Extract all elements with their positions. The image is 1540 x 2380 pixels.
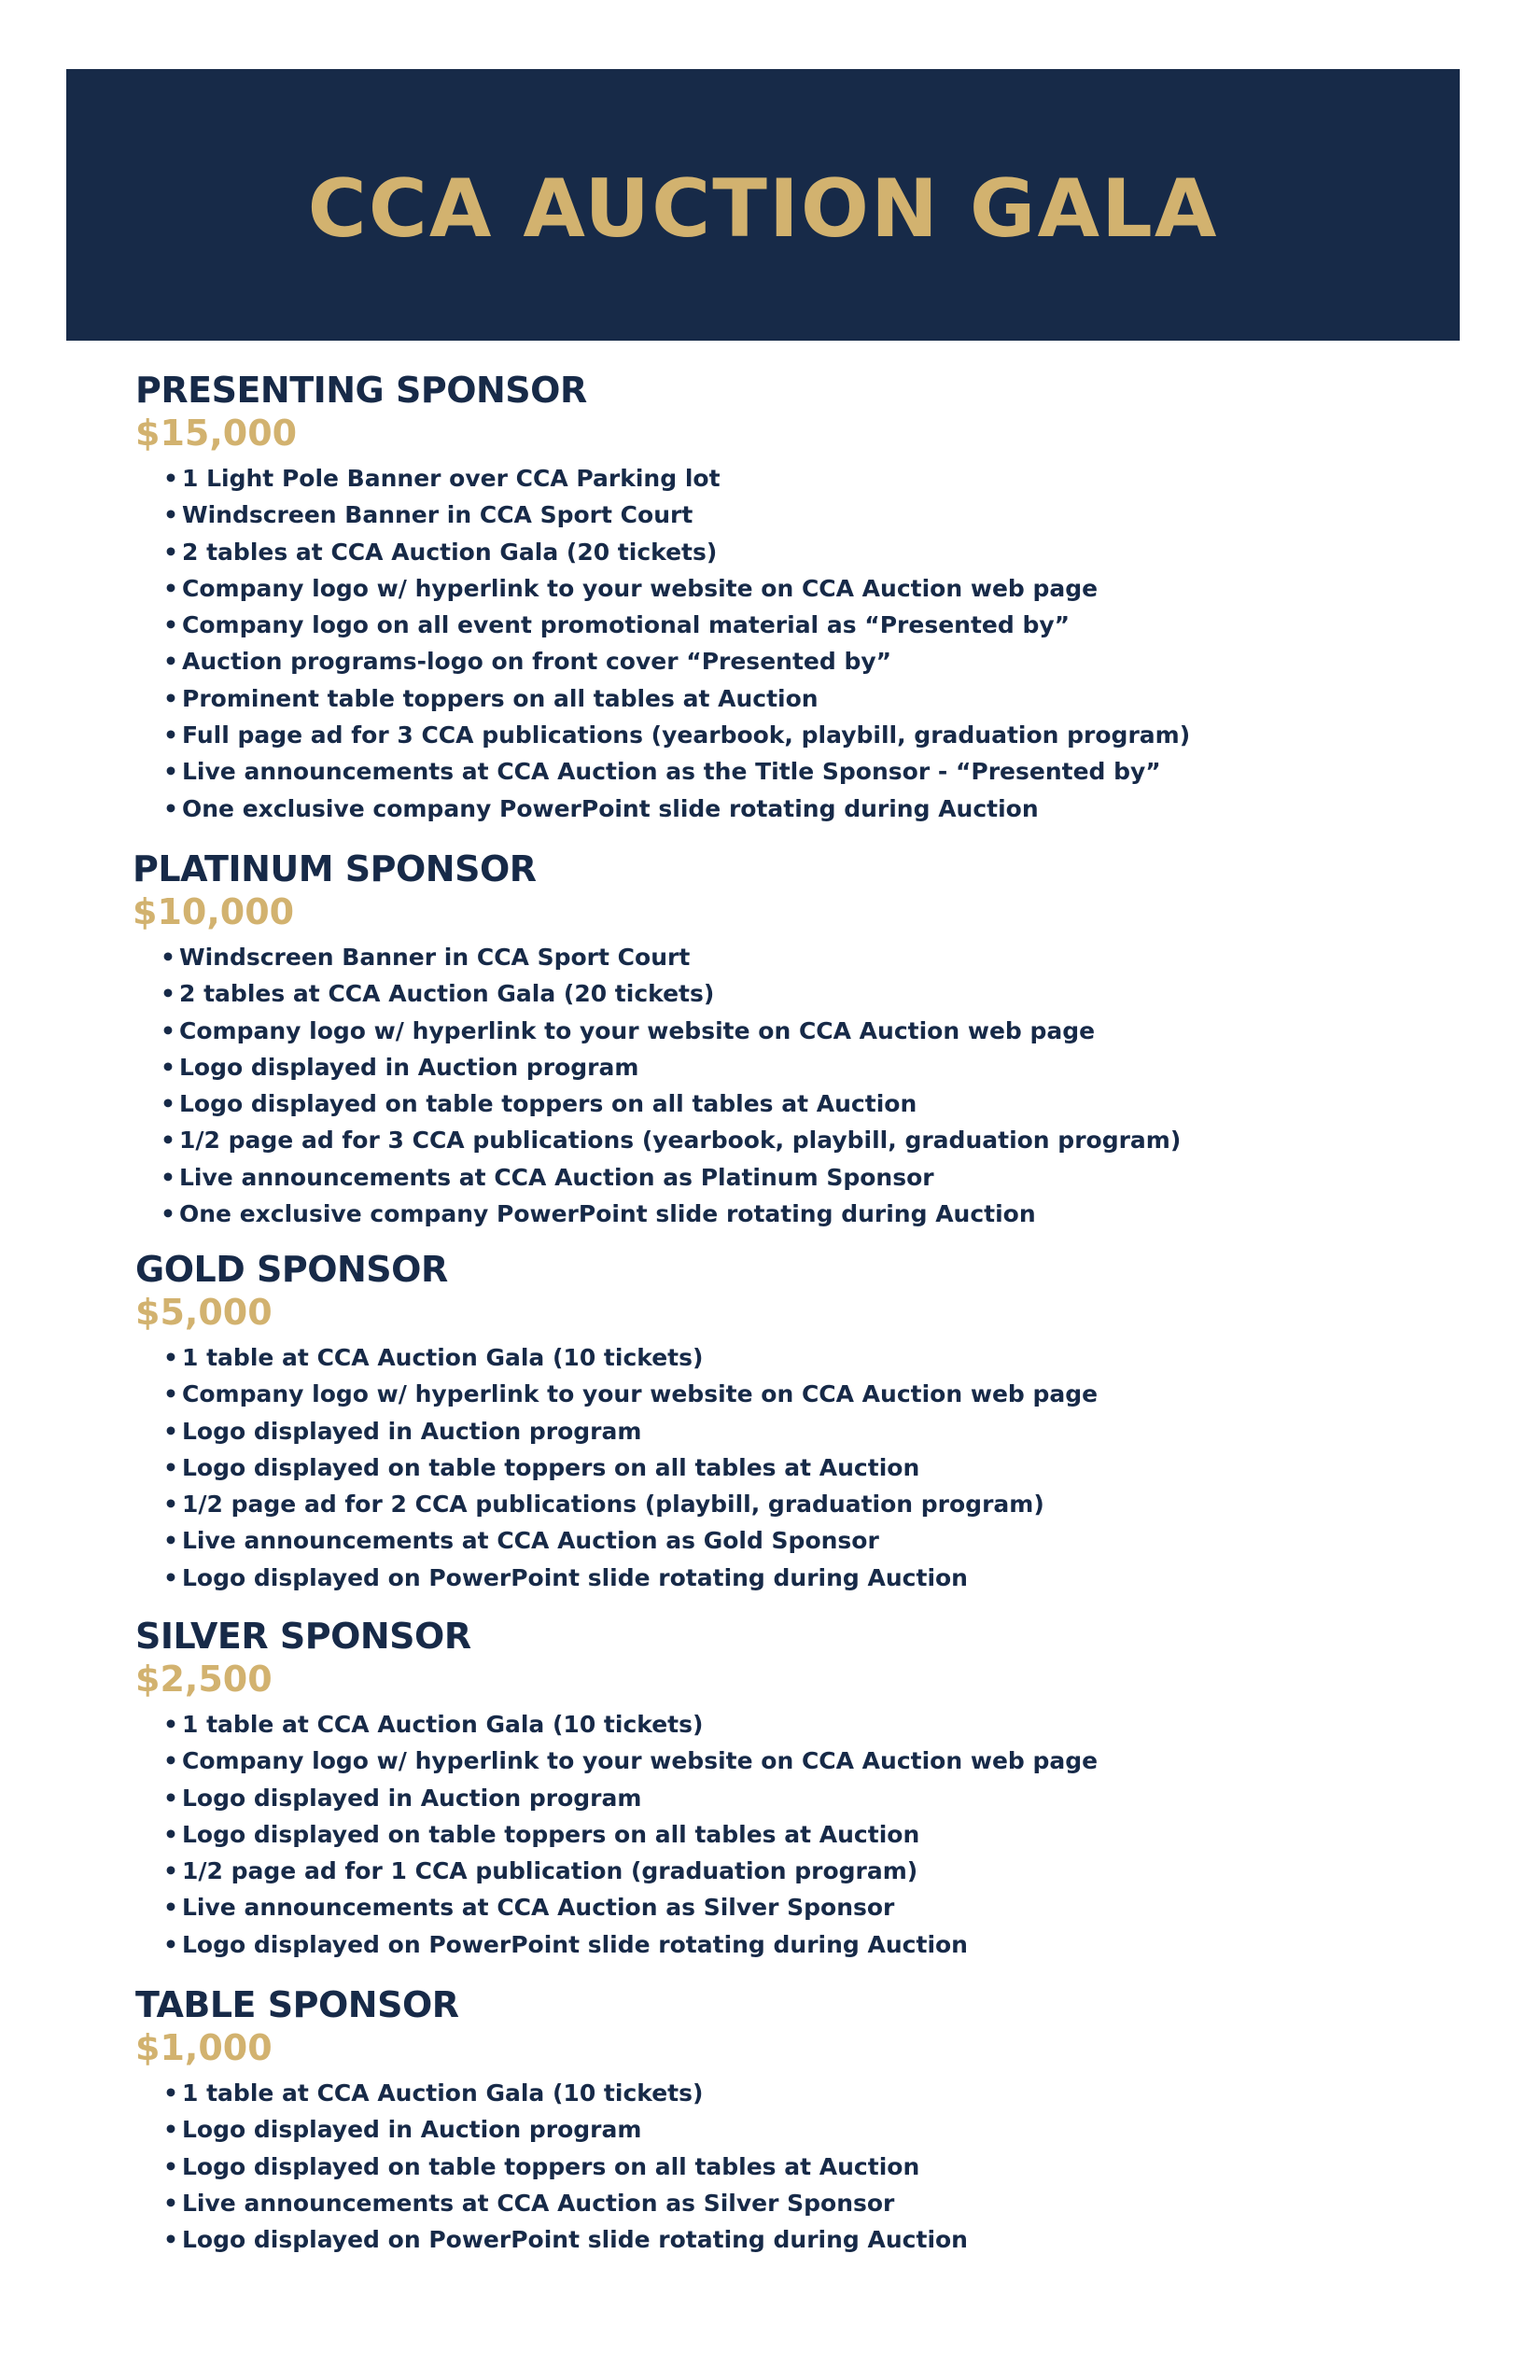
benefit-item: • 1 table at CCA Auction Gala (10 tickets) [163,2075,1442,2111]
benefit-item: • Logo displayed on table toppers on all tables at Auction [163,1449,1442,1486]
benefit-item: • Company logo w/ hyperlink to your website on CCA Auction web page [163,1376,1442,1412]
tier-name: GOLD SPONSOR [135,1249,448,1290]
benefit-item: • Full page ad for 3 CCA publications (yearbook, playbill, graduation program) [163,717,1442,753]
tier-price: $15,000 [135,413,298,454]
tier-presenting [135,369,1442,827]
tier-silver [135,1615,1442,1963]
tier-name: PLATINUM SPONSOR [133,848,537,889]
benefit-item: • Company logo on all event promotional material as “Presented by” [163,607,1442,643]
benefit-item: • Logo displayed in Auction program [161,1049,1439,1085]
benefit-item: • Logo displayed on PowerPoint slide rotating during Auction [163,1560,1442,1596]
benefit-item: • Live announcements at CCA Auction as Gold Sponsor [163,1522,1442,1559]
benefit-list [135,1339,1442,1596]
benefit-item: • 1/2 page ad for 1 CCA publication (graduation program) [163,1853,1442,1889]
benefit-item: • 1/2 page ad for 3 CCA publications (yearbook, playbill, graduation program) [161,1122,1439,1158]
benefit-item: • Logo displayed on table toppers on all tables at Auction [163,1816,1442,1853]
benefit-item: • Windscreen Banner in CCA Sport Court [163,497,1442,533]
benefit-item: • Company logo w/ hyperlink to your website on CCA Auction web page [161,1013,1439,1049]
benefit-list [133,939,1439,1232]
tier-gold [135,1248,1442,1596]
tier-price: $10,000 [133,891,295,932]
benefit-item: • 2 tables at CCA Auction Gala (20 tickets) [161,975,1439,1012]
benefit-item: • One exclusive company PowerPoint slide rotating during Auction [163,791,1442,827]
benefit-list [135,1706,1442,1963]
benefit-item: • Live announcements at CCA Auction as Silver Sponsor [163,2185,1442,2221]
tier-price: $1,000 [135,2027,273,2068]
benefit-item: • Prominent table toppers on all tables at Auction [163,680,1442,717]
benefit-item: • 2 tables at CCA Auction Gala (20 tickets) [163,534,1442,570]
tier-platinum [133,847,1439,1232]
tier-price: $2,500 [135,1659,273,1700]
tier-table [135,1983,1442,2258]
tier-name: TABLE SPONSOR [135,1984,459,2025]
benefit-item: • 1 Light Pole Banner over CCA Parking lot [163,460,1442,497]
benefit-item: • Company logo w/ hyperlink to your website on CCA Auction web page [163,570,1442,607]
benefit-item: • 1 table at CCA Auction Gala (10 tickets) [163,1339,1442,1376]
tier-name: SILVER SPONSOR [135,1616,471,1657]
benefit-item: • Live announcements at CCA Auction as Silver Sponsor [163,1889,1442,1925]
benefit-item: • Logo displayed in Auction program [163,2111,1442,2148]
tier-price: $5,000 [135,1292,273,1333]
benefit-item: • One exclusive company PowerPoint slide rotating during Auction [161,1196,1439,1232]
benefit-item: • Live announcements at CCA Auction as Platinum Sponsor [161,1159,1439,1196]
benefit-item: • Windscreen Banner in CCA Sport Court [161,939,1439,975]
page-title: CCA AUCTION GALA [307,161,1219,256]
tier-name: PRESENTING SPONSOR [135,370,587,411]
benefit-item: • Logo displayed in Auction program [163,1780,1442,1816]
benefit-list [135,460,1442,827]
benefit-item: • Auction programs-logo on front cover “Presented by” [163,643,1442,679]
header-banner [66,69,1460,341]
benefit-item: • Company logo w/ hyperlink to your website on CCA Auction web page [163,1743,1442,1779]
benefit-item: • Logo displayed on table toppers on all tables at Auction [163,2149,1442,2185]
benefit-item: • Live announcements at CCA Auction as the Title Sponsor - “Presented by” [163,753,1442,790]
benefit-item: • Logo displayed on table toppers on all tables at Auction [161,1085,1439,1122]
benefit-item: • 1 table at CCA Auction Gala (10 tickets) [163,1706,1442,1743]
benefit-item: • Logo displayed in Auction program [163,1413,1442,1449]
benefit-list [135,2075,1442,2258]
benefit-item: • 1/2 page ad for 2 CCA publications (playbill, graduation program) [163,1486,1442,1522]
benefit-item: • Logo displayed on PowerPoint slide rotating during Auction [163,2221,1442,2258]
benefit-item: • Logo displayed on PowerPoint slide rotating during Auction [163,1926,1442,1963]
